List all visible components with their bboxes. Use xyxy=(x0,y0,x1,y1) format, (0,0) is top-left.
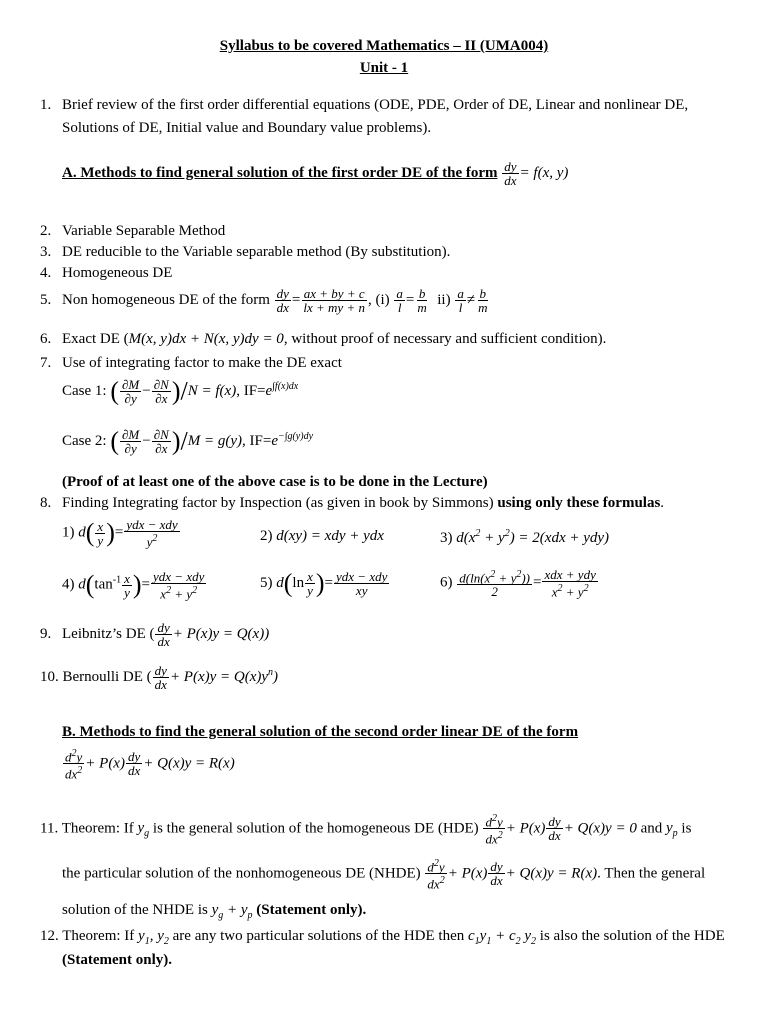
formula-6: 6) $\frac{d(\ln(x^2 + y^2))}{2}$ = $\frac{\text{xdx + ydy}}{x^2 + y^2}$ xyxy=(440,567,596,600)
list-item-6: 6. Exact DE (M(x, y)dx + N(x, y)dy = 0, without proof of necessary and sufficient condition). xyxy=(40,331,607,347)
section-b-formula: $\frac{d^2y}{dx^2}$ + P(x) $\frac{dy}{dx}$ + Q(x)y = R(x) xyxy=(65,748,235,782)
list-item-12-note: (Statement only). xyxy=(62,952,172,968)
list-item-11: 11. Theorem: If $y_g$ is the general solution of the homogeneous DE (HDE) $\frac{d^2y}{dx^2}$ + P(x) $\frac{dy}{dx}$ + Q(x)y = 0 and $y_p$ is xyxy=(40,813,692,847)
list-item-5: 5. Non homogeneous DE of the form $\frac{dy}{dx}$ = $\frac{ax + by + c}{lx + my + n}$ , (i) $\frac{a}{l}$ = $\frac{b}{m}$ ii) $\frac{a}{l}$ ≠ $\frac{b}{m}$ xyxy=(40,286,488,315)
list-item-11-cont: the particular solution of the nonhomogeneous DE (NHDE) $\frac{d^2y}{dx^2}$ + P(x) $\frac{dy}{dx}$ + Q(x)y = R(x). Then the general xyxy=(62,858,706,892)
list-item-1: 1. Brief review of the first order differential equations (ODE, PDE, Order of DE, Linear and nonlinear DE, xyxy=(40,97,689,113)
document-title: Syllabus to be covered Mathematics – II (UMA004) xyxy=(219,38,549,54)
list-item-9: 9. Leibnitz’s DE ( $\frac{dy}{dx}$ + P(x)y = Q(x)) xyxy=(40,620,270,649)
section-a-heading: A. Methods to find general solution of the first order DE of the form $\frac{dy}{dx}$ = f(x, y) xyxy=(62,159,569,188)
list-item-10: 10. Bernoulli DE ( $\frac{dy}{dx}$ + $P(x)y = Q(x)y^n$) xyxy=(40,663,279,692)
list-item-8: 8. Finding Integrating factor by Inspection (as given in book by Simmons) using only these formulas. xyxy=(40,495,665,511)
formula-3: 3) $d(x^2 + y^2) = 2(xdx + ydy)$ xyxy=(440,528,610,546)
unit-heading: Unit - 1 xyxy=(359,60,409,76)
list-item-4: 4. Homogeneous DE xyxy=(40,265,173,281)
formula-4: 4) $d(\tan^{-1}$ $\frac{x}{y}$ )= $\frac{\text{ydx − xdy}}{x^2 + y^2}$ xyxy=(62,569,205,602)
case-1-formula: Case 1: ( $\frac{\partial M}{\partial y}$ − $\frac{\partial N}{\partial x}$ )/N = f(x), $IF=e^{\int f(x)dx}$ xyxy=(62,376,299,406)
formula-5: 5) d(ln $\frac{x}{y}$ )= $\frac{\text{ydx − xdy}}{xy}$ xyxy=(260,568,388,598)
list-item-3: 3. DE reducible to the Variable separable method (By substitution). xyxy=(40,244,451,260)
case-2-formula: Case 2: ( $\frac{\partial M}{\partial y}$ − $\frac{\partial N}{\partial x}$ )/M = g(y), $IF=e^{-\int g(y)dy}$ xyxy=(62,426,314,456)
list-item-7: 7. Use of integrating factor to make the DE exact xyxy=(40,355,342,371)
formula-2: 2) d(xy) = xdy + ydx xyxy=(260,528,384,544)
list-item-11-end: solution of the NHDE is $y_g + y_p$ (Statement only). xyxy=(62,902,367,921)
list-item-1-cont: Solutions of DE, Initial value and Boundary value problems). xyxy=(62,120,432,136)
list-item-2: 2. Variable Separable Method xyxy=(40,223,226,239)
formula-1: 1) d( $\frac{x}{y}$ )= $\frac{\text{ydx − xdy}}{y^2}$ xyxy=(62,517,178,550)
proof-note: (Proof of at least one of the above case is to be done in the Lecture) xyxy=(62,474,488,490)
section-b-heading: B. Methods to find the general solution of the second order linear DE of the form xyxy=(62,724,579,740)
list-item-12: 12. Theorem: If $y_1$, $y_2$ are any two particular solutions of the HDE then $c_1y_1 + c_2$ $y_2$ is also the solution of the HDE xyxy=(40,928,725,947)
